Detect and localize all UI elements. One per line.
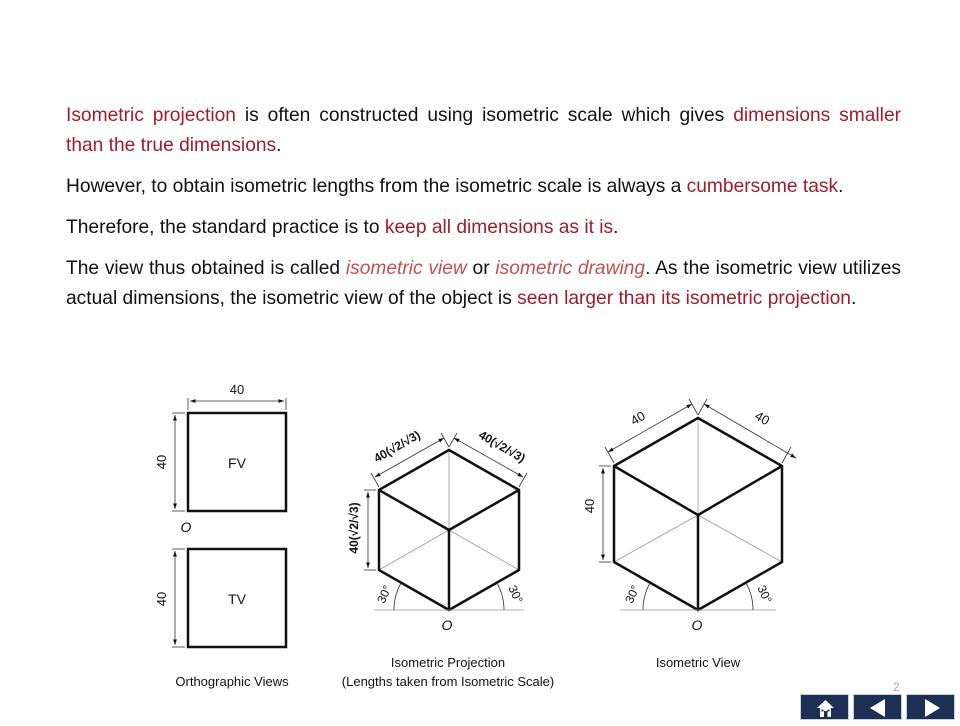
triangle-right-icon xyxy=(907,695,956,721)
origin-label: O xyxy=(180,519,192,535)
caption-projection-line1: Isometric Projection xyxy=(390,655,506,670)
dim-fv-height-label: 40 xyxy=(154,454,169,470)
caption-view: Isometric View xyxy=(655,655,741,670)
home-icon xyxy=(801,695,850,721)
page-number: 2 xyxy=(893,680,900,694)
highlighted-text: seen larger than its isometric projection xyxy=(517,288,851,309)
text-segment: Therefore, the standard practice is to xyxy=(66,217,385,238)
dim-view-vertical: 40 xyxy=(582,498,597,514)
origin-projection: O xyxy=(441,617,453,633)
text-segment: . As the isometric view utilizes actual dimensions, the isometric view of the object is xyxy=(66,258,901,309)
text-segment: However, to obtain isometric lengths from the isometric scale is always a xyxy=(66,176,687,197)
dim-tv-height-label: 40 xyxy=(154,591,169,607)
text-segment: is often constructed using isometric scale which gives xyxy=(235,105,734,126)
isometric-view xyxy=(582,399,796,670)
tv-label: TV xyxy=(228,591,246,607)
angle-projection-left: 30° xyxy=(374,583,395,606)
caption-projection-line2: (Lengths taken from Isometric Scale) xyxy=(341,674,555,689)
text-segment: . xyxy=(613,217,619,238)
text-segment: . xyxy=(850,288,857,309)
dim-width-label: 40 xyxy=(229,382,245,397)
dim-view-left: 40 xyxy=(627,407,648,429)
fv-label: FV xyxy=(228,455,246,471)
origin-view: O xyxy=(691,617,703,633)
angle-projection-right: 30° xyxy=(505,583,526,606)
dim-view-right: 40 xyxy=(752,407,773,429)
previous-slide-button[interactable] xyxy=(853,694,902,720)
next-slide-button[interactable] xyxy=(906,694,955,720)
orthographic-views xyxy=(154,382,289,689)
text-segment: . xyxy=(838,176,844,197)
dim-projection-right: 40(√2/√3) xyxy=(476,427,528,466)
highlighted-text: dimensions smaller than the true dimensions xyxy=(66,105,902,156)
text-segment: or xyxy=(466,258,496,279)
isometric-projection xyxy=(342,428,554,689)
highlighted-text: isometric drawing xyxy=(495,258,646,279)
text-segment: The view thus obtained is called xyxy=(66,258,346,279)
text-segment: . xyxy=(276,135,282,156)
caption-orthographic: Orthographic Views xyxy=(175,674,289,689)
dim-projection-vertical: 40(√2/√3) xyxy=(347,502,361,554)
home-button[interactable] xyxy=(800,694,849,720)
triangle-left-icon xyxy=(854,695,903,721)
highlighted-text: keep all dimensions as it is xyxy=(384,217,614,238)
highlighted-text: cumbersome task xyxy=(686,176,839,197)
angle-view-right: 30° xyxy=(754,583,775,606)
dim-projection-left: 40(√2/√3) xyxy=(371,427,423,466)
highlighted-text: Isometric projection xyxy=(66,105,236,126)
highlighted-text: isometric view xyxy=(345,258,467,279)
angle-view-left: 30° xyxy=(622,583,643,606)
